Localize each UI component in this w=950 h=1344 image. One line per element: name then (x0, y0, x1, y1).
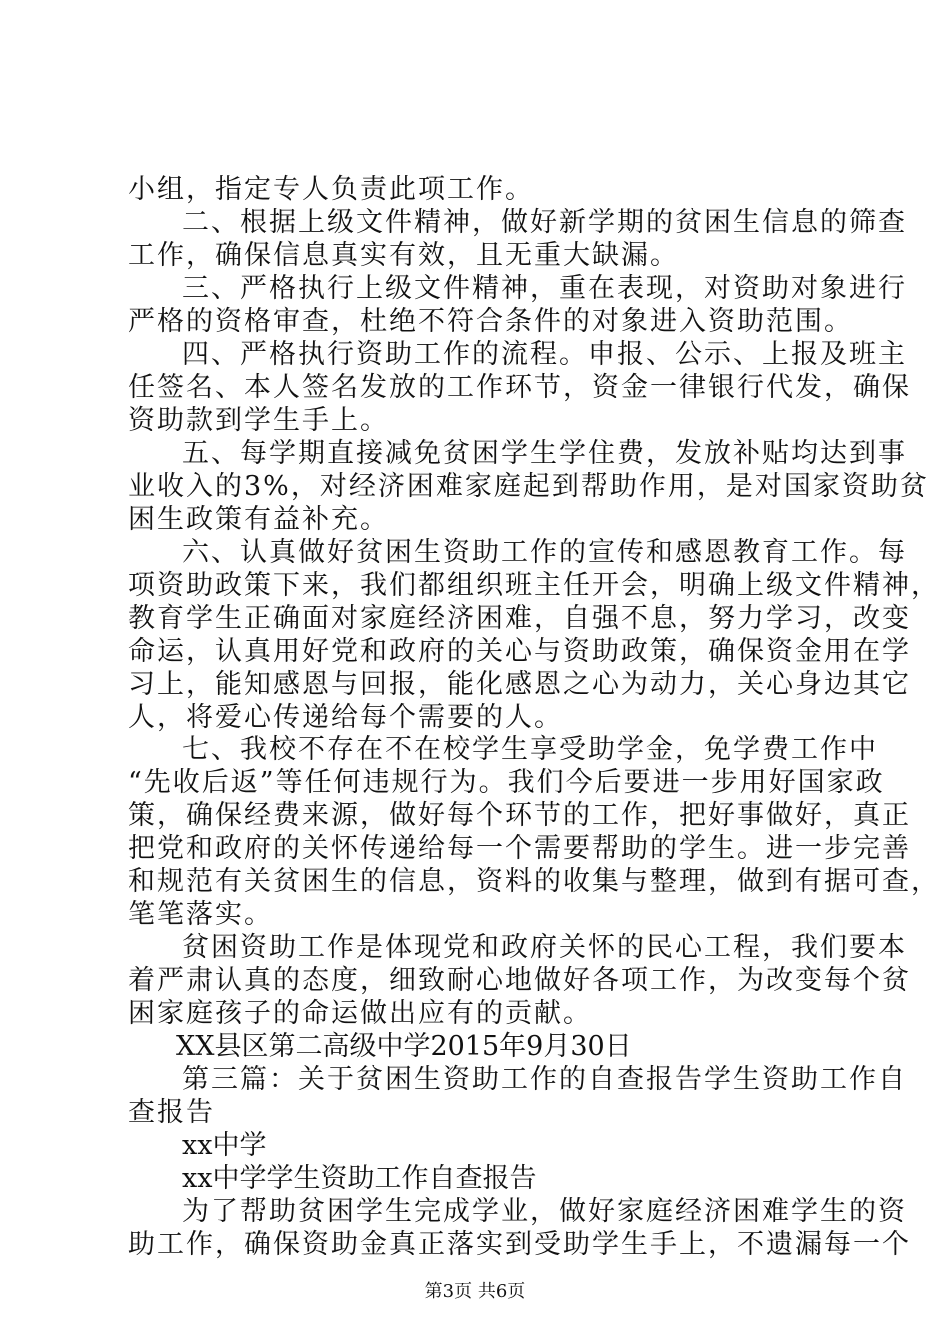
text-line: 笔笔落实。 (128, 899, 273, 930)
text-line: 三、严格执行上级文件精神，重在表现，对资助对象进行 (182, 273, 907, 304)
text-line: xx中学学生资助工作自查报告 (182, 1163, 537, 1194)
text-line: 第三篇：关于贫困生资助工作的自查报告学生资助工作自 (182, 1064, 907, 1095)
text-line: 助工作，确保资助金真正落实到受助学生手上，不遗漏每一个 (128, 1229, 911, 1260)
text-line: 七、我校不存在不在校学生享受助学金，免学费工作中 (182, 734, 878, 765)
text-line: 业收入的3%，对经济困难家庭起到帮助作用，是对国家资助贫 (128, 471, 929, 502)
text-line: xx中学 (182, 1130, 267, 1161)
text-line: 贫困资助工作是体现党和政府关怀的民心工程，我们要本 (182, 932, 907, 963)
text-line: 为了帮助贫困学生完成学业，做好家庭经济困难学生的资 (182, 1196, 907, 1227)
text-line: 二、根据上级文件精神，做好新学期的贫困生信息的筛查 (182, 207, 907, 238)
text-line: 查报告 (128, 1097, 215, 1128)
text-line: 习上，能知感恩与回报，能化感恩之心为动力，关心身边其它 (128, 669, 911, 700)
text-line: 资助款到学生手上。 (128, 405, 389, 436)
text-line: 着严肃认真的态度，细致耐心地做好各项工作，为改变每个贫 (128, 965, 911, 996)
text-line: 任签名、本人签名发放的工作环节，资金一律银行代发，确保 (128, 372, 911, 403)
text-line: 命运，认真用好党和政府的关心与资助政策，确保资金用在学 (128, 636, 911, 667)
text-line: XX县区第二高级中学2015年9月30日 (176, 1031, 632, 1062)
text-line: 五、每学期直接减免贫困学生学住费，发放补贴均达到事 (182, 438, 907, 469)
text-line: 四、严格执行资助工作的流程。申报、公示、上报及班主 (182, 339, 907, 370)
text-line: 把党和政府的关怀传递给每一个需要帮助的学生。进一步完善 (128, 833, 911, 864)
text-line: 工作，确保信息真实有效，且无重大缺漏。 (128, 240, 679, 271)
text-line: 小组，指定专人负责此项工作。 (128, 174, 534, 205)
text-line: 人，将爱心传递给每个需要的人。 (128, 702, 563, 733)
text-line: 困生政策有益补充。 (128, 504, 389, 535)
text-line: 严格的资格审查，杜绝不符合条件的对象进入资助范围。 (128, 306, 853, 337)
text-line: 六、认真做好贫困生资助工作的宣传和感恩教育工作。每 (182, 537, 907, 568)
page-footer: 第3页 共6页 (424, 1281, 526, 1302)
text-line: 困家庭孩子的命运做出应有的贡献。 (128, 998, 592, 1029)
text-line: 和规范有关贫困生的信息，资料的收集与整理，做到有据可查， (128, 866, 940, 897)
text-line: 教育学生正确面对家庭经济困难，自强不息，努力学习，改变 (128, 603, 911, 634)
text-line: “先收后返”等任何违规行为。我们今后要进一步用好国家政 (128, 767, 885, 798)
text-line: 策，确保经费来源，做好每个环节的工作，把好事做好，真正 (128, 800, 911, 831)
text-line: 项资助政策下来，我们都组织班主任开会，明确上级文件精神， (128, 570, 940, 601)
